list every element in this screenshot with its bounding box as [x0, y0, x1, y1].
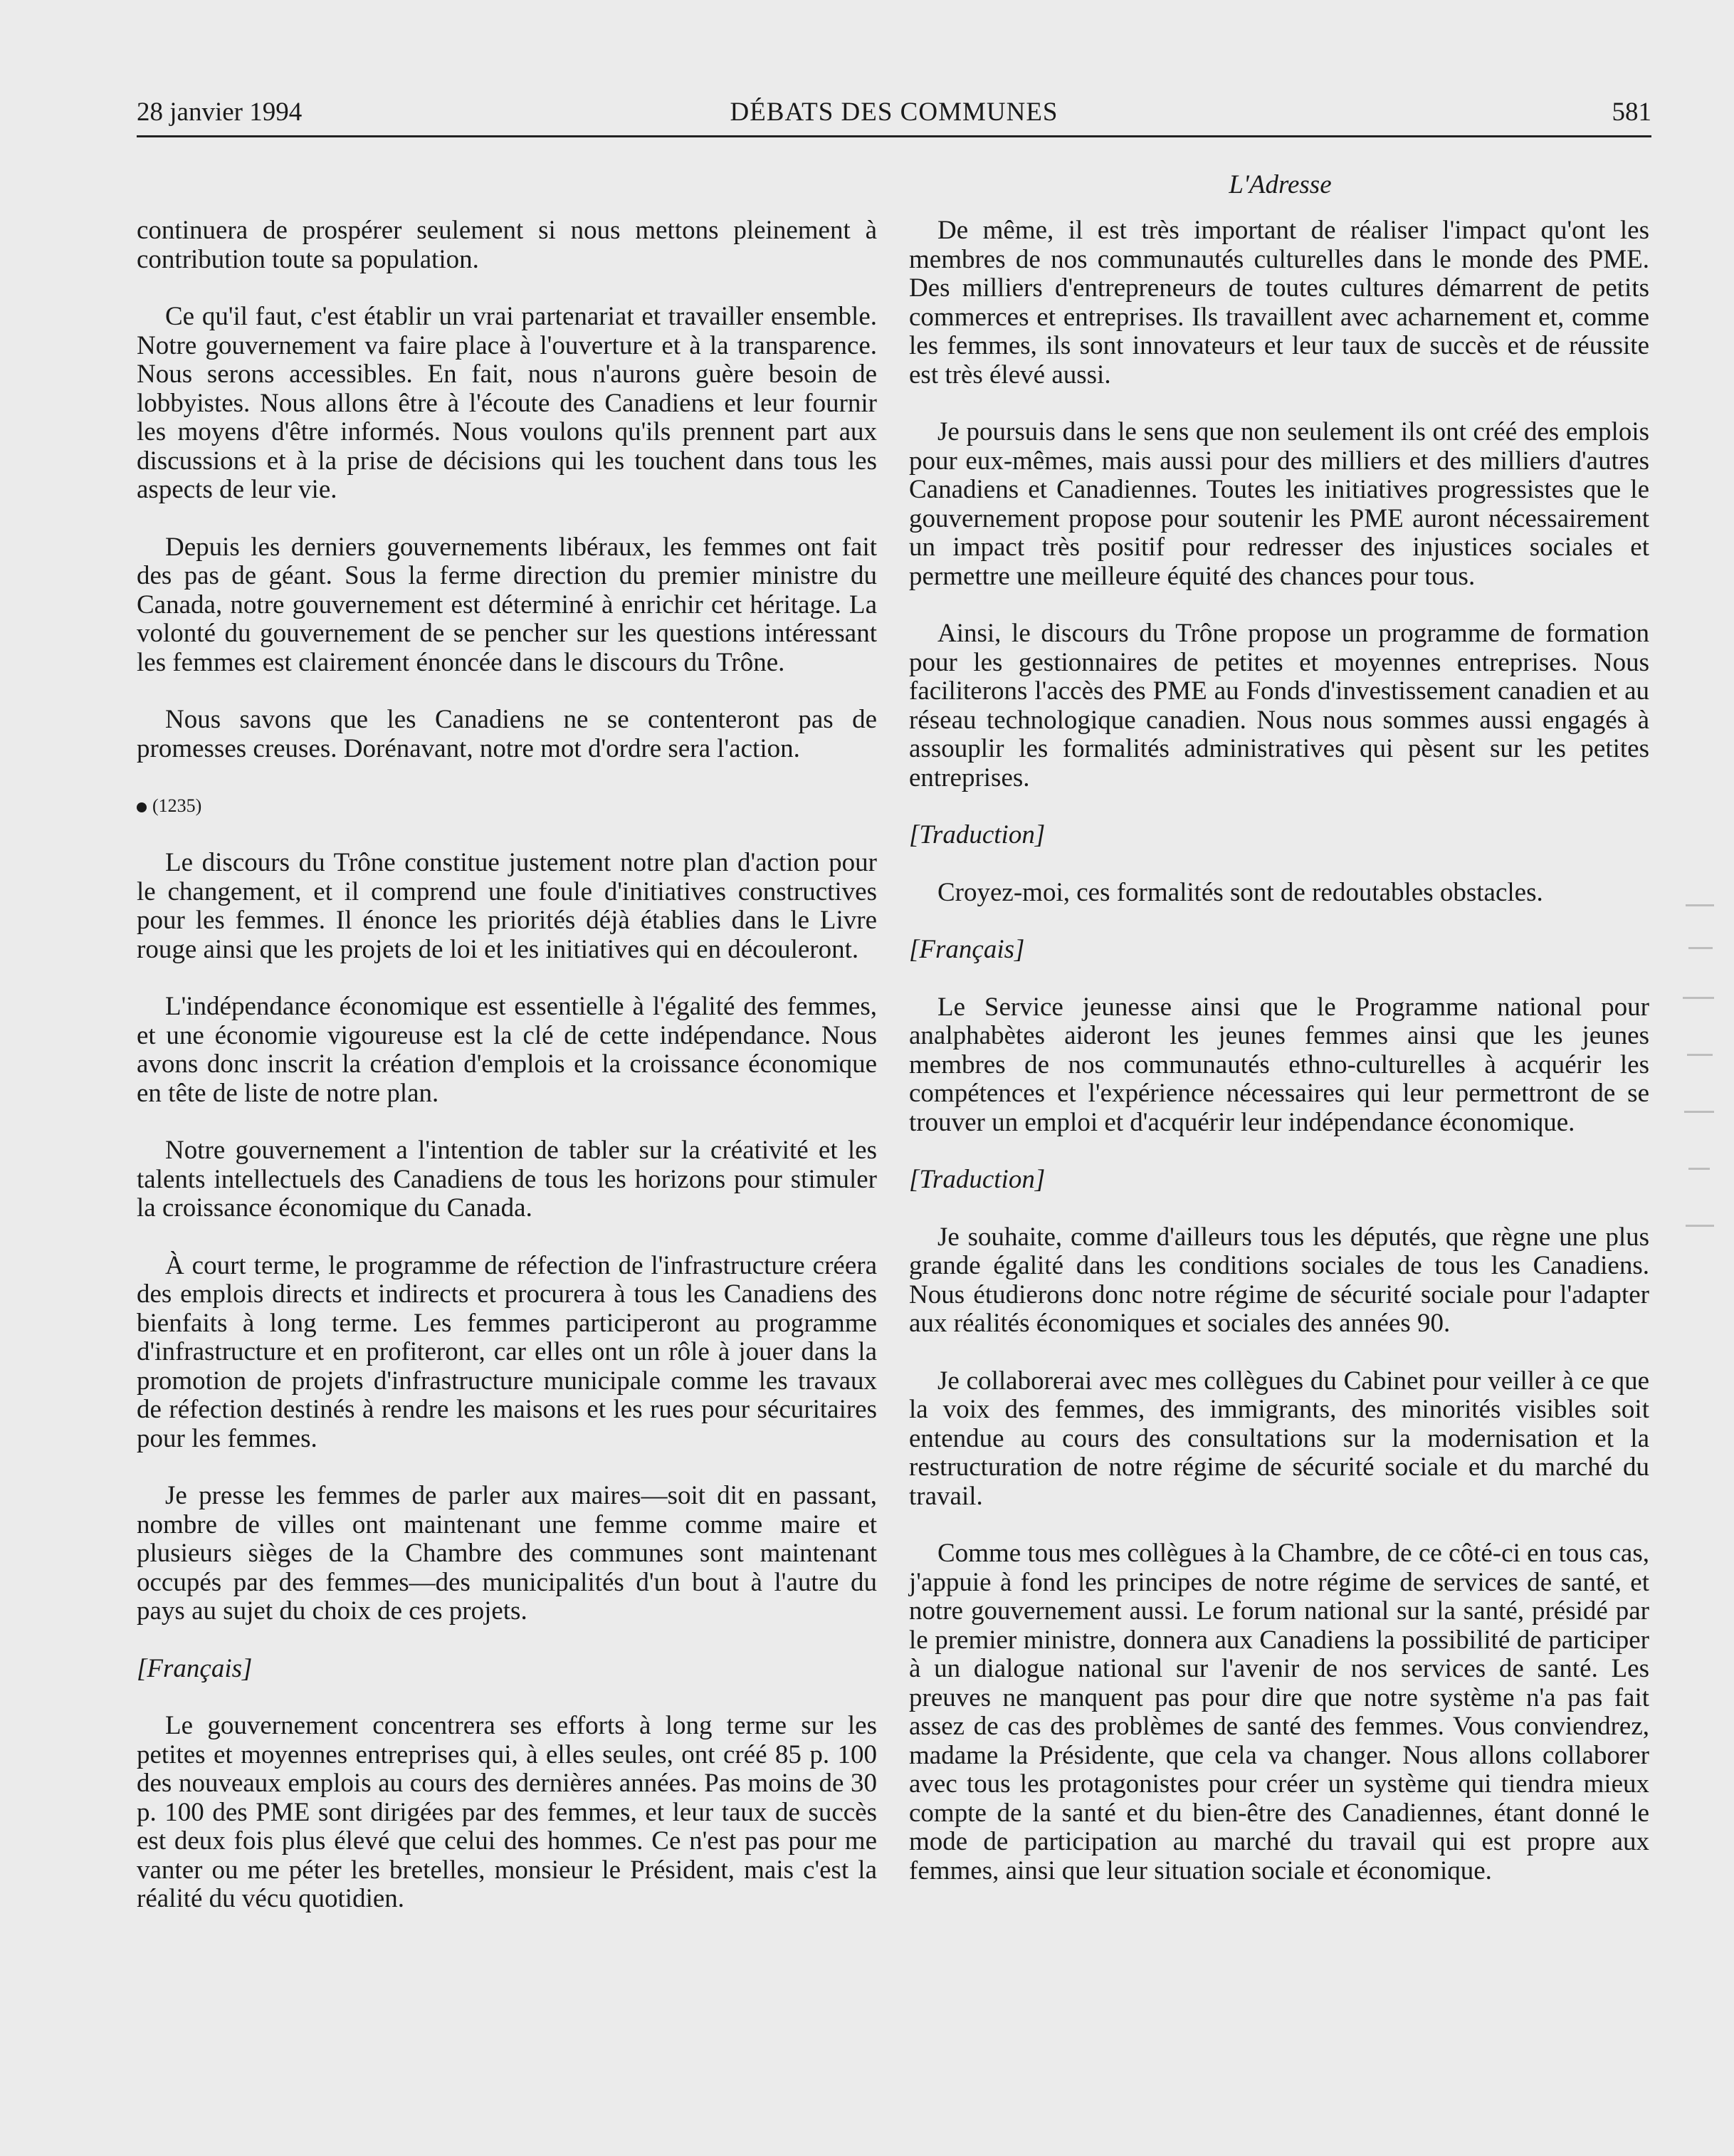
paragraph: De même, il est très important de réaliser l'impact qu'ont les membres de nos communautés culturelles dans le monde des PME. Des milliers d'entrepreneurs de toutes cultures démarrent de petits commerces et entreprises. Ils travaillent avec acharnement et, comme les femmes, ils sont innovateurs et leur taux de succès et de réussite est très élevé aussi.	[909, 216, 1649, 389]
paragraph: Depuis les derniers gouvernements libéraux, les femmes ont fait des pas de géant. Sous la ferme direction du premier ministre du Canada, notre gouvernement est déterminé à enrichir cet héritage. La volonté du gouvernement de se pencher sur les questions intéressant les femmes est clairement énoncée dans le discours du Trône.	[137, 532, 877, 677]
paragraph: Je poursuis dans le sens que non seulement ils ont créé des emplois pour eux-mêmes, mais aussi pour des milliers et des milliers d'autres Canadiens et Canadiennes. Toutes les initiatives progressistes que le gouvernement propose pour soutenir les PME auront nécessairement un impact très positif pour redresser des injustices sociales et permettre une meilleure équité des chances pour tous.	[909, 417, 1649, 591]
paragraph: L'indépendance économique est essentielle à l'égalité des femmes, et une économie vigoureuse est la clé de cette indépendance. Nous avons donc inscrit la création d'emplois et la croissance économique en tête de liste de notre plan.	[137, 992, 877, 1108]
paragraph: Je presse les femmes de parler aux maires—soit dit en passant, nombre de villes ont maintenant une femme comme maire et plusieurs sièges de la Chambre des communes sont maintenant occupés par des femmes—des municipalités d'un bout à l'autre du pays au sujet du choix de ces projets.	[137, 1481, 877, 1626]
header-title: DÉBATS DES COMMUNES	[730, 98, 1058, 127]
paragraph: Ce qu'il faut, c'est établir un vrai partenariat et travailler ensemble. Notre gouvernement va faire place à l'ouverture et à la transparence. Nous serons accessibles. En fait, nous n'aurons guère besoin de lobbyistes. Nous allons être à l'écoute des Canadiens et leur fournir les moyens d'être informés. Nous voulons qu'ils prennent part aux discussions et à la prise de décisions qui les touchent dans tous les aspects de leur vie.	[137, 302, 877, 504]
bullet-icon	[137, 802, 147, 812]
paragraph: Je souhaite, comme d'ailleurs tous les députés, que règne une plus grande égalité dans les conditions sociales de tous les Canadiens. Nous étudierons donc notre régime de sécurité sociale pour l'adapter aux réalités économiques et sociales des années 90.	[909, 1222, 1649, 1338]
paragraph: Le Service jeunesse ainsi que le Programme national pour analphabètes aideront les jeunes femmes ainsi que les jeunes membres de nos communautés ethno-culturelles à acquérir les compétences et l'expérience nécessaires qui leur permettront de se trouver un emploi et d'acquérir leur indépendance économique.	[909, 992, 1649, 1137]
paragraph: continuera de prospérer seulement si nous mettons pleinement à contribution toute sa population.	[137, 216, 877, 274]
header-date: 28 janvier 1994	[137, 98, 303, 127]
paragraph: Croyez-moi, ces formalités sont de redoutables obstacles.	[937, 877, 1543, 907]
language-tag: [Français]	[137, 1653, 253, 1683]
paragraph: Nous savons que les Canadiens ne se contenteront pas de promesses creuses. Dorénavant, notre mot d'ordre sera l'action.	[137, 705, 877, 763]
left-column	[137, 216, 877, 1942]
time-marker-text: (1235)	[152, 795, 202, 816]
paragraph: Je collaborerai avec mes collègues du Cabinet pour veiller à ce que la voix des femmes, des immigrants, des minorités visibles soit entendue au cours des consultations sur la modernisation et la restructuration de notre régime de sécurité sociale et du marché du travail.	[909, 1366, 1649, 1511]
right-column	[909, 216, 1649, 1914]
paragraph: Comme tous mes collègues à la Chambre, de ce côté-ci en tous cas, j'appuie à fond les principes de notre régime de services de santé, et notre gouvernement aussi. Le forum national sur la santé, présidé par le premier ministre, donnera aux Canadiens la possibilité de participer à un dialogue national sur l'avenir de nos services de santé. Les preuves ne manquent pas pour dire que notre système n'a pas fait assez de cas des problèmes de santé des femmes. Vous conviendrez, madame la Présidente, que cela va changer. Nous allons collaborer avec tous les protagonistes pour créer un système qui tiendra mieux compte de la santé et du bien-être des Canadiennes, étant donné le mode de participation au marché du travail qui est propre aux femmes, ainsi que leur situation sociale et économique.	[909, 1539, 1649, 1885]
language-tag: [Traduction]	[909, 820, 1046, 849]
scan-margin-marks	[1680, 904, 1723, 1260]
section-heading: L'Adresse	[1229, 170, 1332, 199]
running-header	[137, 91, 1651, 134]
paragraph: À court terme, le programme de réfection de l'infrastructure créera des emplois directs et indirects et procurera à tous les Canadiens des bienfaits à long terme. Les femmes participeront au programme d'infrastructure et en profiteront, car elles ont un rôle à jouer dans la promotion de projets d'infrastructure municipale comme les travaux de réfection destinés à rendre les maisons et les rues pour sécuritaires pour les femmes.	[137, 1250, 877, 1453]
paragraph: Le discours du Trône constitue justement notre plan d'action pour le changement, et il comprend une foule d'initiatives constructives pour les femmes. Il énonce les priorités déjà établies dans le Livre rouge ainsi que les projets de loi et les initiatives qui en découleront.	[137, 848, 877, 964]
paragraph: Le gouvernement concentrera ses efforts à long terme sur les petites et moyennes entreprises qui, à elles seules, ont créé 85 p. 100 des nouveaux emplois au cours des dernières années. Pas moins de 30 p. 100 des PME sont dirigées par des femmes, et leur taux de succès est deux fois plus élevé que celui des hommes. Ce n'est pas pour me vanter ou me péter les bretelles, monsieur le Président, mais c'est la réalité du vécu quotidien.	[137, 1711, 877, 1913]
paragraph: Notre gouvernement a l'intention de tabler sur la créativité et les talents intellectuels des Canadiens de tous les horizons pour stimuler la croissance économique du Canada.	[137, 1136, 877, 1223]
time-marker	[137, 792, 877, 820]
page-number: 581	[1612, 98, 1651, 127]
header-rule	[137, 135, 1651, 137]
language-tag: [Traduction]	[909, 1165, 1046, 1194]
paragraph: Ainsi, le discours du Trône propose un programme de formation pour les gestionnaires de petites et moyennes entreprises. Nous faciliterons l'accès des PME au Fonds d'investissement canadien et au réseau technologique canadien. Nous nous sommes aussi engagés à assouplir les formalités administratives qui pèsent sur les petites entreprises.	[909, 619, 1649, 792]
language-tag: [Français]	[909, 935, 1025, 964]
